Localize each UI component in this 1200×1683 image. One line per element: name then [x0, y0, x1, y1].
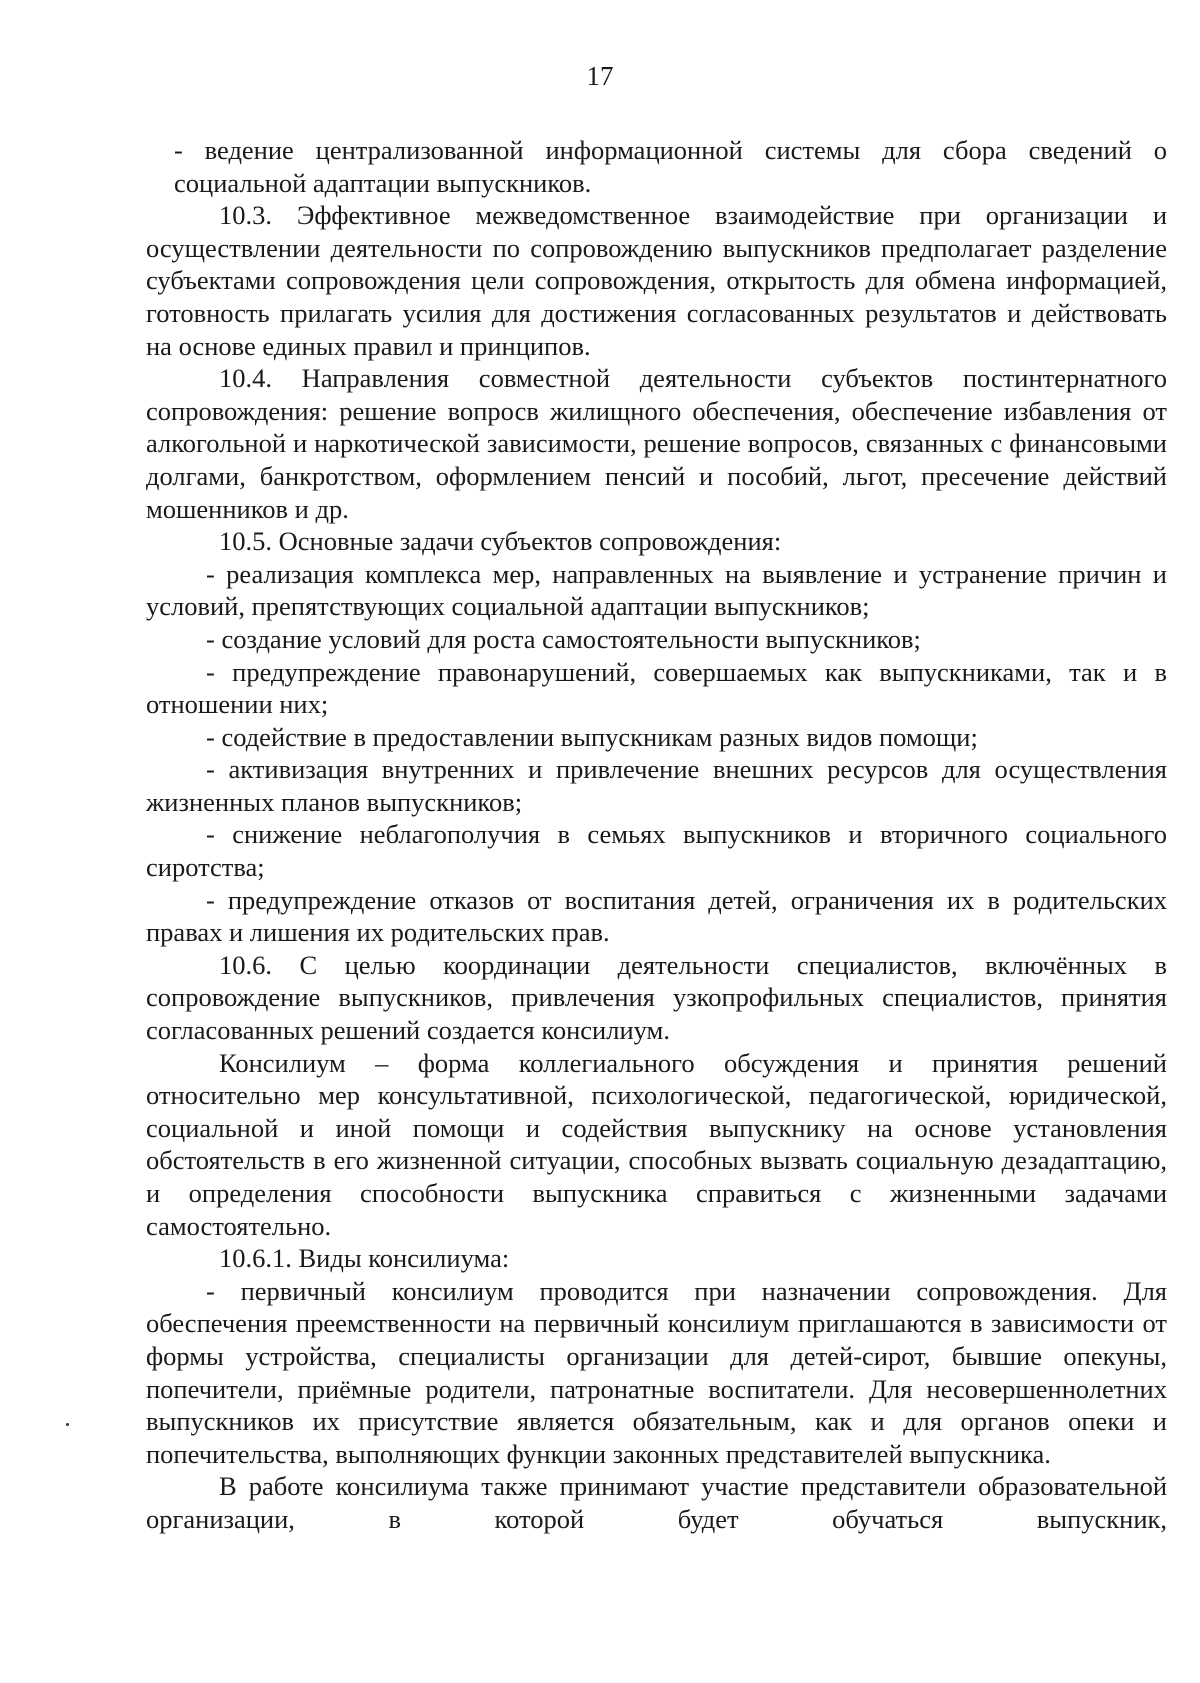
paragraph-10-6: 10.6. С целью координации деятельности специалистов, включённых в сопровождение выпускников, привлечения узкопрофильных специалистов, принятия согласованных решений создается консилиум. — [146, 949, 1167, 1046]
paragraph-10-6-1: 10.6.1. Виды консилиума: — [219, 1243, 510, 1274]
paragraph-10-3: 10.3. Эффективное межведомственное взаимодействие при организации и осуществлении деятельности по сопровождению выпускников предполагает разделение субъектами сопровождения цели сопровождения, открытость для обмена информацией, готовность прилагать усилия для достижения согласованных результатов и действовать на основе единых правил и принципов. — [146, 200, 1167, 361]
task-item-5: - активизация внутренних и привлечение внешних ресурсов для осуществления жизненных планов выпускников; — [146, 754, 1167, 817]
paragraph-10-4: 10.4. Направления совместной деятельности субъектов постинтернатного сопровождения: решение вопросв жилищного обеспечения, обеспечение избавления от алкогольной и наркотической зависимости, решение вопросов, связанных с финансовыми долгами, банкротством, оформлением пенсий и пособий, льгот, пресечение действий мошенников и др. — [146, 363, 1167, 524]
task-item-7: - предупреждение отказов от воспитания детей, ограничения их в родительских правах и лишения их родительских прав. — [146, 884, 1167, 948]
task-item-3: - предупреждение правонарушений, совершаемых как выпускниками, так и в отношении них; — [146, 656, 1167, 720]
paragraph-1: - ведение централизованной информационной системы для сбора сведений о социальной адаптации выпускников. — [174, 135, 1167, 198]
page-number: 17 — [586, 61, 614, 91]
paragraph-10-5: 10.5. Основные задачи субъектов сопровождения: — [219, 526, 782, 557]
task-item-2: - создание условий для роста самостоятельности выпускников; — [206, 623, 921, 654]
paragraph-participants: В работе консилиума также принимают участие представители образовательной организации, в которой будет обучаться выпускник, — [146, 1471, 1167, 1534]
paragraph-konsilium-definition: Консилиум – форма коллегиального обсуждения и принятия решений относительно мер консультативной, психологической, педагогической, юридической, социальной и иной помощи и содействия выпускнику на основе установления обстоятельств в его жизненной ситуации, способных вызвать социальную дезадаптацию, и определения способности выпускника справиться с жизненными задачами самостоятельно. — [146, 1047, 1167, 1241]
task-item-4: - содействие в предоставлении выпускникам разных видов помощи; — [206, 721, 978, 752]
task-item-1: - реализация комплекса мер, направленных на выявление и устранение причин и условий, препятствующих социальной адаптации выпускников; — [146, 558, 1167, 622]
document-body — [146, 134, 1167, 1536]
scan-speck — [66, 1423, 69, 1426]
task-item-6: - снижение неблагополучия в семьях выпускников и вторичного социального сиротства; — [146, 819, 1167, 883]
konsilium-type-primary: - первичный консилиум проводится при назначении сопровождения. Для обеспечения преемственности на первичный консилиум приглашаются в зависимости от формы устройства, специалисты организации для детей-сирот, бывшие опекуны, попечители, приёмные родители, патронатные воспитатели. Для несовершеннолетних выпускников их присутствие является обязательным, как и для органов опеки и попечительства, выполняющих функции законных представителей выпускника. — [146, 1275, 1167, 1469]
